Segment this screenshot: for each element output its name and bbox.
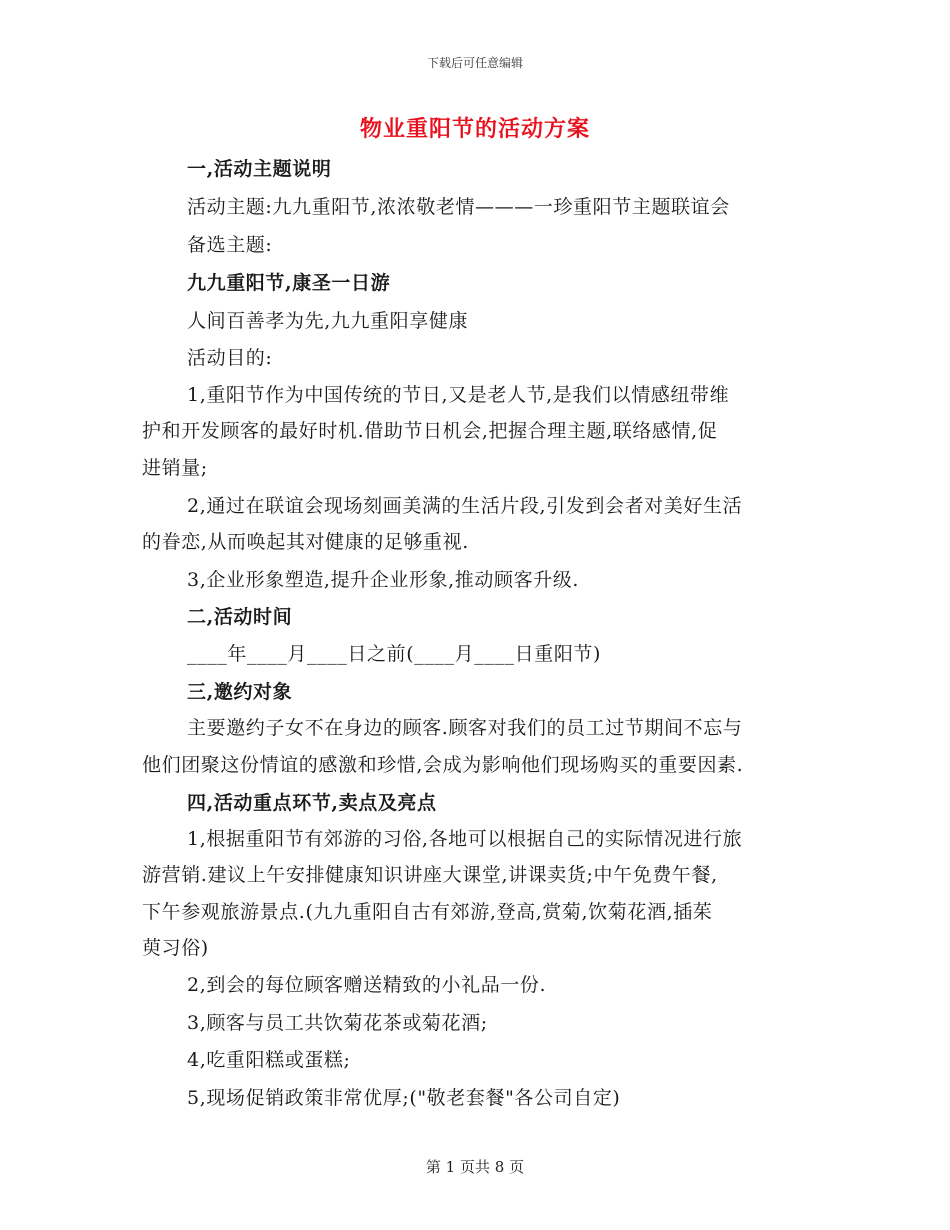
paragraph-line: 人间百善孝为先,九九重阳享健康 [187, 310, 469, 332]
section-heading-highlights: 四,活动重点环节,卖点及亮点 [187, 792, 437, 814]
paragraph-line: 进销量; [142, 457, 208, 479]
paragraph-line: 1,重阳节作为中国传统的节日,又是老人节,是我们以情感纽带维 [187, 384, 730, 406]
paragraph-line: 下午参观旅游景点.(九九重阳自古有郊游,登高,赏菊,饮菊花酒,插茱 [142, 901, 713, 923]
paragraph-line: 4,吃重阳糕或蛋糕; [187, 1049, 351, 1071]
section-heading-time: 二,活动时间 [187, 606, 293, 628]
section-heading-invitees: 三,邀约对象 [187, 681, 293, 703]
subheading-line: 九九重阳节,康圣一日游 [187, 272, 391, 294]
paragraph-line: 1,根据重阳节有郊游的习俗,各地可以根据自己的实际情况进行旅 [187, 828, 743, 850]
paragraph-line: 3,企业形象塑造,提升企业形象,推动顾客升级. [187, 569, 580, 591]
section-heading-theme: 一,活动主题说明 [187, 158, 332, 180]
paragraph-line: 2,通过在联谊会现场刻画美满的生活片段,引发到会者对美好生活 [187, 495, 743, 517]
paragraph-line: 的眷恋,从而唤起其对健康的足够重视. [142, 531, 469, 553]
document-title: 物业重阳节的活动方案 [359, 116, 590, 142]
paragraph-line: 3,顾客与员工共饮菊花茶或菊花酒; [187, 1012, 488, 1034]
paragraph-line: 2,到会的每位顾客赠送精致的小礼品一份. [187, 974, 547, 996]
paragraph-line: 5,现场促销政策非常优厚;("敬老套餐"各公司自定) [187, 1087, 621, 1109]
paragraph-line: 备选主题: [187, 234, 273, 256]
paragraph-line: 游营销.建议上午安排健康知识讲座大课堂,讲课卖货;中午免费午餐, [142, 864, 718, 886]
paragraph-line: 萸习俗) [142, 937, 209, 959]
paragraph-line: 主要邀约子女不在身边的顾客.顾客对我们的员工过节期间不忘与 [187, 717, 743, 739]
paragraph-line: 活动主题:九九重阳节,浓浓敬老情———一珍重阳节主题联谊会 [187, 196, 730, 218]
page-footer: 第 1 页共 8 页 [425, 1158, 525, 1176]
date-fill-line: ____年____月____日之前(____月____日重阳节) [187, 643, 602, 665]
paragraph-line: 活动目的: [187, 347, 273, 369]
page-header: 下载后可任意编辑 [426, 56, 523, 70]
paragraph-line: 护和开发顾客的最好时机.借助节日机会,把握合理主题,联络感情,促 [142, 420, 718, 442]
paragraph-line: 他们团聚这份情谊的感激和珍惜,会成为影响他们现场购买的重要因素. [142, 754, 744, 776]
